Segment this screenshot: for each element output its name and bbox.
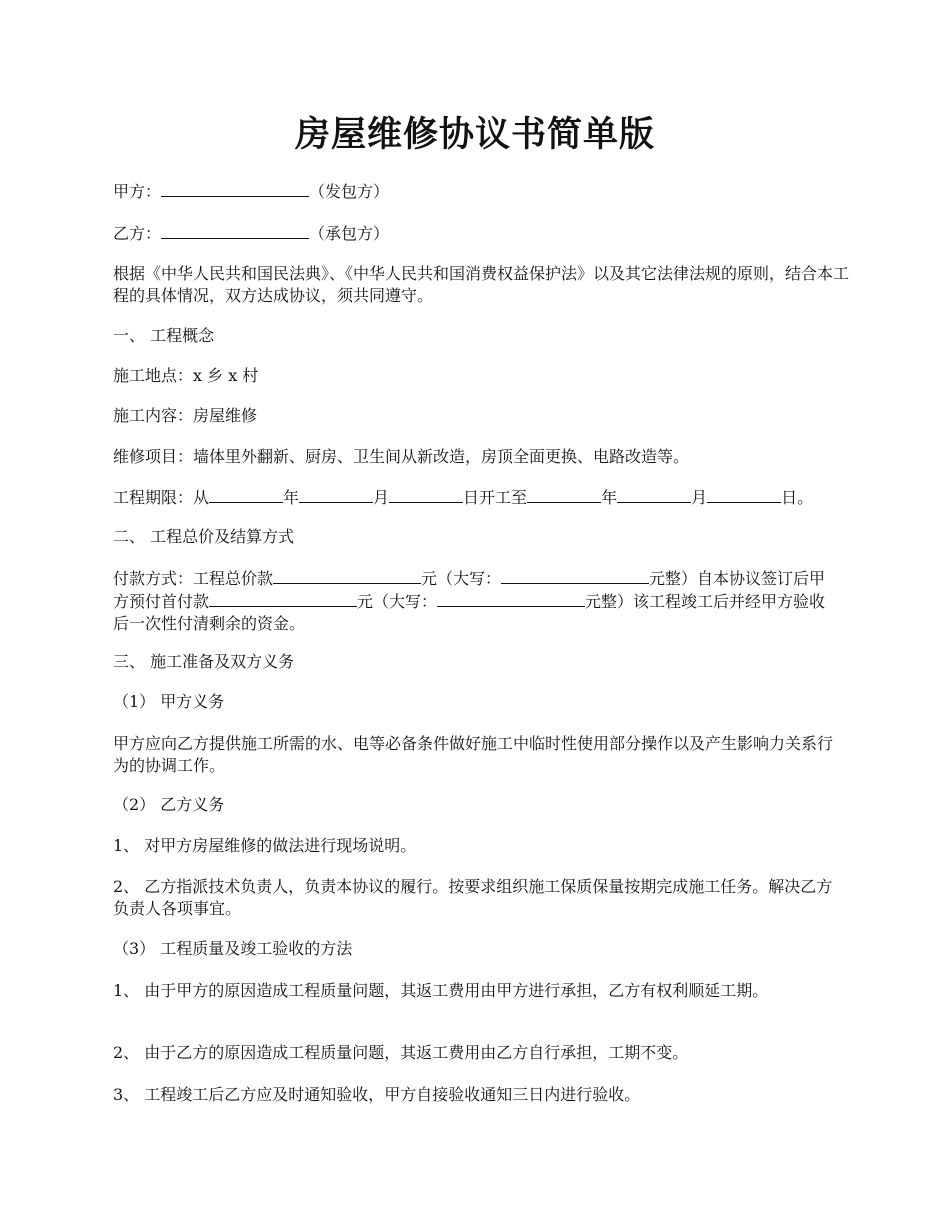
period-day-1: 日开工至 (463, 488, 528, 507)
start-year-blank (209, 486, 283, 503)
construction-location: 施工地点：x 乡 x 村 (113, 366, 259, 385)
party-a-duties-text: 甲方应向乙方提供施工所需的水、电等必备条件做好施工中临时性使用部分操作以及产生影响力关系行为的协调工作。 (113, 734, 834, 775)
payment-method (113, 567, 841, 635)
period-month-1: 月 (373, 488, 390, 507)
pay-text-2: 元（大写： (421, 569, 502, 588)
period-year-1: 年 (283, 488, 300, 507)
down-payment-blank (209, 590, 357, 607)
party-a-blank (161, 180, 309, 197)
total-price-capital-blank (501, 567, 649, 584)
quality-acceptance-heading: （3） 工程质量及竣工验收的方法 (113, 939, 353, 958)
start-day-blank (389, 486, 463, 503)
period-year-2: 年 (601, 488, 618, 507)
section-3-heading: 三、 施工准备及双方义务 (113, 652, 295, 671)
party-b-duty-1: 1、 对甲方房屋维修的做法进行现场说明。 (113, 836, 417, 855)
party-b-label: 乙方： (113, 224, 162, 243)
total-price-blank (273, 567, 421, 584)
end-month-blank (617, 486, 691, 503)
document-title: 房屋维修协议书简单版 (294, 114, 655, 155)
period-day-2: 日。 (781, 488, 814, 507)
period-month-2: 月 (691, 488, 708, 507)
pay-text-5: 元整）该工程竣工后并经甲方验收后一次性付清剩余的资金。 (113, 592, 826, 633)
intro-paragraph: 根据《中华人民共和国民法典》、《中华人民共和国消费权益保护法》以及其它法律法规的原则，结合本工程的具体情况，双方达成协议，须共同遵守。 (113, 264, 850, 305)
section-2-heading: 二、 工程总价及结算方式 (113, 527, 295, 546)
party-b-blank (161, 222, 309, 239)
party-a-duties-heading: （1） 甲方义务 (113, 692, 225, 711)
down-payment-capital-blank (437, 590, 585, 607)
party-a-label: 甲方： (113, 182, 162, 201)
party-b-line (113, 222, 853, 245)
party-b-suffix: （承包方） (309, 224, 390, 243)
end-year-blank (527, 486, 601, 503)
construction-period (113, 486, 853, 509)
construction-content: 施工内容：房屋维修 (113, 406, 258, 425)
party-b-duty-2: 2、 乙方指派技术负责人，负责本协议的履行。按要求组织施工保质保量按期完成施工任务。解决乙方负责人各项事宜。 (113, 877, 833, 918)
end-day-blank (707, 486, 781, 503)
quality-item-1: 1、 由于甲方的原因造成工程质量问题，其返工费用由甲方进行承担，乙方有权利顺延工期。 (113, 981, 769, 1000)
party-a-suffix: （发包方） (309, 182, 390, 201)
start-month-blank (299, 486, 373, 503)
section-1-heading: 一、 工程概念 (113, 326, 215, 345)
party-a-line (113, 180, 853, 203)
pay-text-4: 元（大写： (357, 592, 438, 611)
quality-item-3: 3、 工程竣工后乙方应及时通知验收，甲方自接验收通知三日内进行验收。 (113, 1085, 641, 1104)
repair-items: 维修项目：墙体里外翻新、厨房、卫生间从新改造，房顶全面更换、电路改造等。 (113, 447, 690, 466)
quality-item-2: 2、 由于乙方的原因造成工程质量问题，其返工费用由乙方自行承担，工期不变。 (113, 1043, 689, 1062)
pay-text-3: 元整）自本协议签订后甲方预付首付款 (113, 569, 826, 611)
pay-text-1: 付款方式：工程总价款 (113, 569, 274, 588)
party-b-duties-heading: （2） 乙方义务 (113, 795, 225, 814)
period-from: 工程期限：从 (113, 488, 210, 507)
